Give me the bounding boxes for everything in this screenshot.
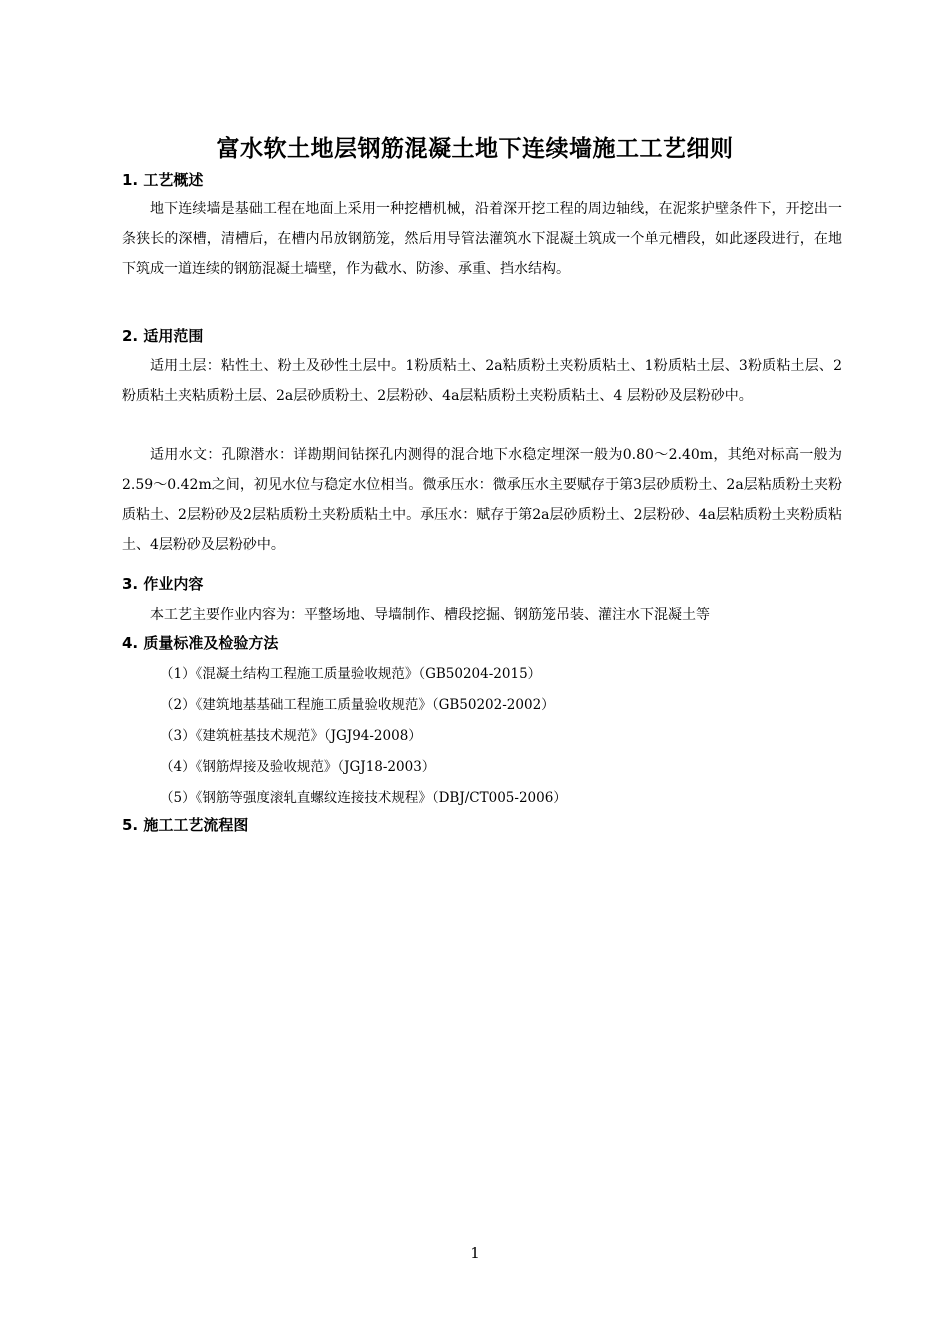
paragraph-overview: 地下连续墙是基础工程在地面上采用一种挖槽机械，沿着深开挖工程的周边轴线，在泥浆护壁条件下，开挖出一条狭长的深槽，清槽后，在槽内吊放钢筋笼，然后用导管法灌筑水下混凝土筑成一个单元槽段，如此逐段进行，在地下筑成一道连续的钢筋混凝土墙壁，作为截水、防渗、承重、挡水结构。 — [122, 201, 842, 277]
section-heading-work-content: 3. 作业内容 — [122, 575, 204, 593]
section-heading-overview: 1. 工艺概述 — [122, 171, 204, 189]
reference-item: （5）《钢筋等强度滚轧直螺纹连接技术规程》（DBJ/CT005-2006） — [160, 790, 567, 806]
reference-item: （4）《钢筋焊接及验收规范》（JGJ18-2003） — [160, 759, 436, 775]
section-heading-scope: 2. 适用范围 — [122, 327, 204, 345]
reference-item: （2）《建筑地基基础工程施工质量验收规范》（GB50202-2002） — [160, 697, 555, 713]
reference-item: （3）《建筑桩基技术规范》（JGJ94-2008） — [160, 728, 422, 744]
paragraph-hydrology: 适用水文：孔隙潜水：详勘期间钻探孔内测得的混合地下水稳定埋深一般为0.80～2.40m，其绝对标高一般为2.59～0.42m之间，初见水位与稳定水位相当。微承压水：微承压水主要赋存于第3层砂质粉土、2a层粘质粉土夹粉质粘土、2层粉砂及2层粘质粉土夹粉质粘土中。承压水：赋存于第2a层砂质粉土、2层粉砂、4a层粘质粉土夹粉质粘土、4层粉砂及层粉砂中。 — [122, 447, 842, 553]
section-heading-quality-standards: 4. 质量标准及检验方法 — [122, 634, 279, 652]
document-title: 富水软土地层钢筋混凝土地下连续墙施工工艺细则 — [216, 136, 734, 162]
paragraph-soil-layers: 适用土层：粘性土、粉土及砂性土层中。1粉质粘土、2a粘质粉土夹粉质粘土、1粉质粘土层、3粉质粘土层、2粉质粘土夹粘质粉土层、2a层砂质粉土、2层粉砂、4a层粘质粉土夹粉质粘土、4 层粉砂及层粉砂中。 — [122, 358, 842, 404]
reference-item: （1）《混凝土结构工程施工质量验收规范》（GB50204-2015） — [160, 666, 542, 682]
page-number: 1 — [470, 1244, 480, 1262]
section-heading-process-flow: 5. 施工工艺流程图 — [122, 816, 249, 834]
paragraph-work-content: 本工艺主要作业内容为：平整场地、导墙制作、槽段挖掘、钢筋笼吊装、灌注水下混凝土等 — [150, 607, 710, 623]
